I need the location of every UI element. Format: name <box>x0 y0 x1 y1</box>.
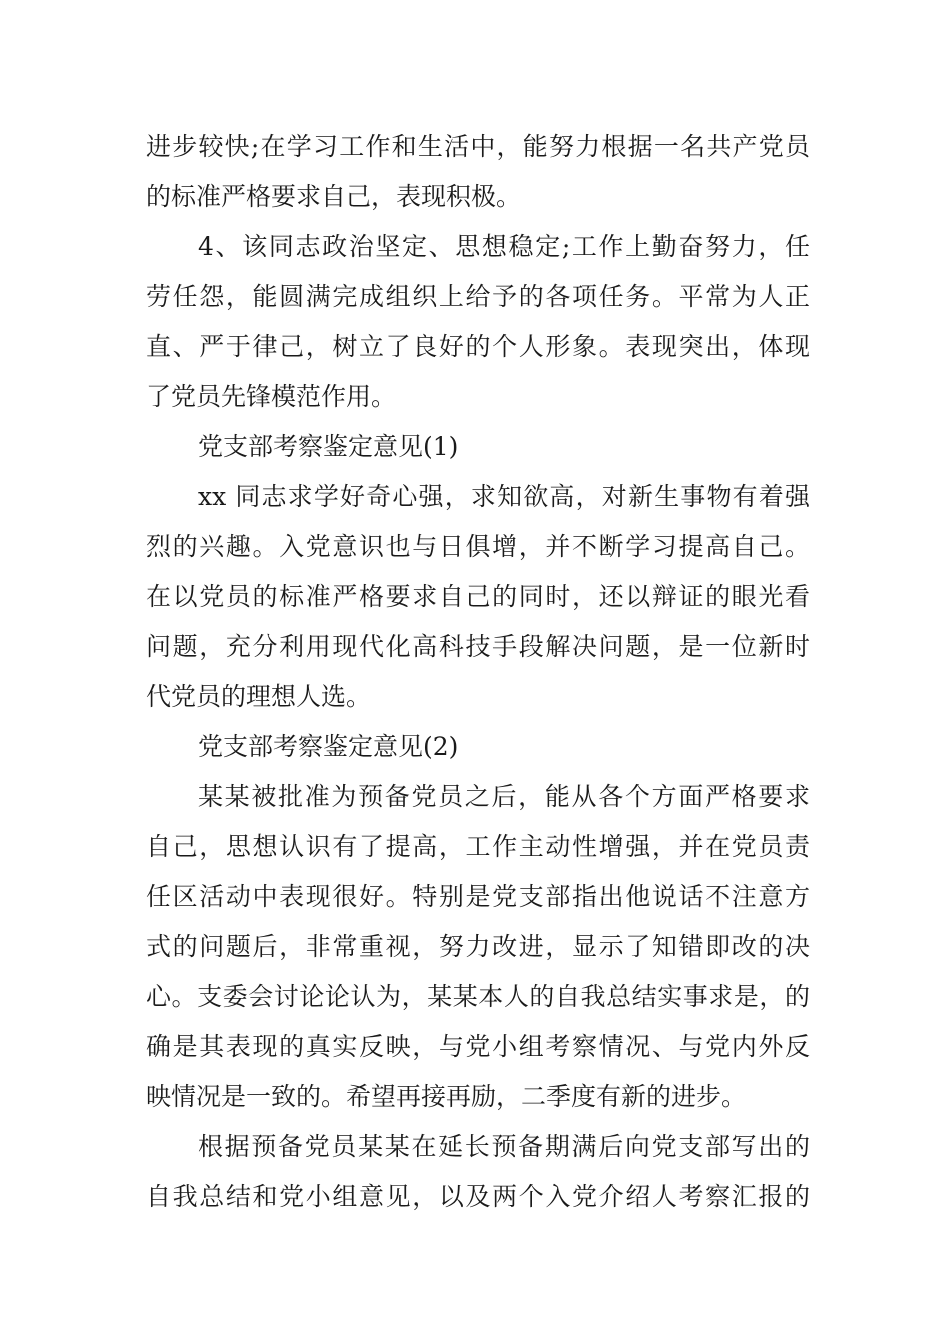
text-line: 在以党员的标准严格要求自己的同时，还以辩证的眼光看 <box>146 582 810 611</box>
text-line: 进步较快;在学习工作和生活中，能努力根据一名共产党员 <box>146 132 810 161</box>
text-line: 了党员先锋模范作用。 <box>146 382 397 411</box>
section-heading: 党支部考察鉴定意见(1) <box>198 432 459 461</box>
text-line: 的标准严格要求自己，表现积极。 <box>146 182 522 211</box>
text-line: 式的问题后，非常重视，努力改进，显示了知错即改的决 <box>146 932 810 961</box>
text-line: 劳任怨，能圆满完成组织上给予的各项任务。平常为人正 <box>146 282 810 311</box>
paragraph-start-line: 根据预备党员某某在延长预备期满后向党支部写出的 <box>198 1132 810 1161</box>
text-line: 自我总结和党小组意见，以及两个入党介绍人考察汇报的 <box>146 1182 810 1211</box>
text-line: 直、严于律己，树立了良好的个人形象。表现突出，体现 <box>146 332 810 361</box>
document-body <box>146 122 810 1222</box>
text-line: 代党员的理想人选。 <box>146 682 372 711</box>
text-line: 问题，充分利用现代化高科技手段解决问题，是一位新时 <box>146 632 810 661</box>
text-line: 烈的兴趣。入党意识也与日俱增，并不断学习提高自己。 <box>146 532 810 561</box>
text-line: 心。支委会讨论论认为，某某本人的自我总结实事求是，的 <box>146 982 810 1011</box>
text-line: 映情况是一致的。希望再接再励，二季度有新的进步。 <box>146 1082 747 1111</box>
paragraph-start-line: 某某被批准为预备党员之后，能从各个方面严格要求 <box>198 782 810 811</box>
text-line: 自己，思想认识有了提高，工作主动性增强，并在党员责 <box>146 832 810 861</box>
text-line: 确是其表现的真实反映，与党小组考察情况、与党内外反 <box>146 1032 810 1061</box>
section-heading: 党支部考察鉴定意见(2) <box>198 732 459 761</box>
paragraph-start-line: 4、该同志政治坚定、思想稳定;工作上勤奋努力，任 <box>198 232 810 261</box>
text-line: 任区活动中表现很好。特别是党支部指出他说话不注意方 <box>146 882 810 911</box>
paragraph-start-line: xx 同志求学好奇心强，求知欲高，对新生事物有着强 <box>198 482 810 511</box>
